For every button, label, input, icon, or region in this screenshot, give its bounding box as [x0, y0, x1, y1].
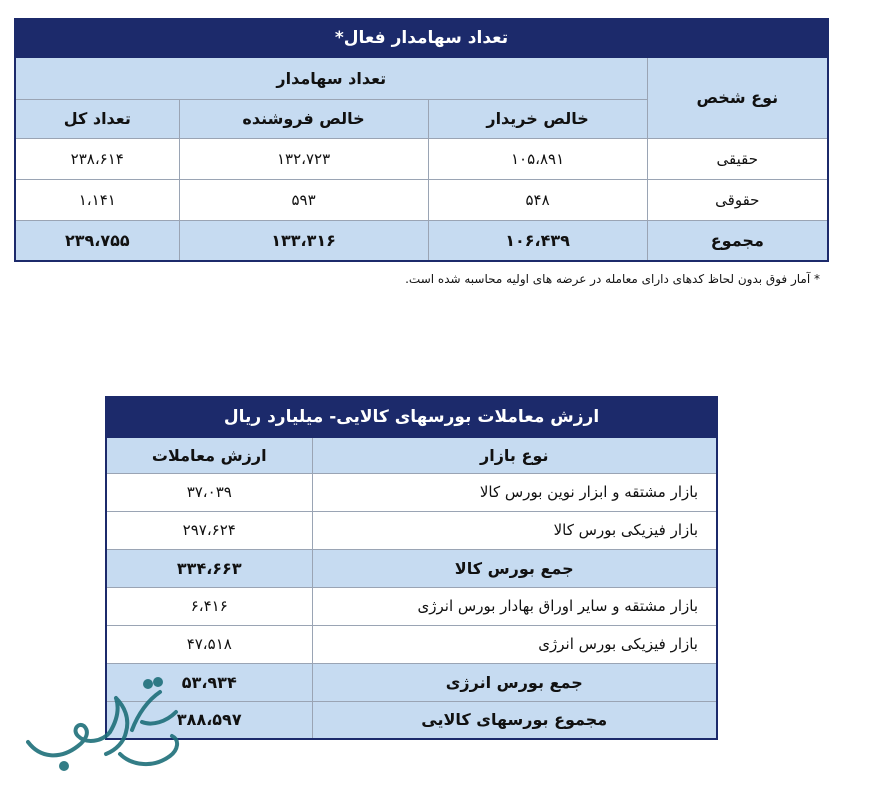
market-type-cell: بازار مشتقه و ابزار نوین بورس کالا — [312, 473, 717, 511]
table-row-subtotal — [106, 549, 717, 587]
table-row — [106, 625, 717, 663]
commodity-table-title: ارزش معاملات بورسهای کالایی- میلیارد ریال — [106, 397, 717, 437]
table-row — [106, 587, 717, 625]
market-type-cell: بازار فیزیکی بورس کالا — [312, 511, 717, 549]
net-buyer-cell: ۱۰۶،۴۳۹ — [428, 220, 647, 261]
header-net-buyer: خالص خریدار — [428, 99, 647, 138]
header-total-count: تعداد کل — [15, 99, 179, 138]
net-seller-cell: ۵۹۳ — [179, 179, 428, 220]
header-market-type: نوع بازار — [312, 437, 717, 473]
market-type-cell: مجموع بورسهای کالایی — [312, 701, 717, 739]
net-seller-cell: ۱۳۲،۷۲۳ — [179, 138, 428, 179]
market-type-cell: جمع بورس انرژی — [312, 663, 717, 701]
person-type-cell: حقیقی — [647, 138, 828, 179]
header-trade-value: ارزش معاملات — [106, 437, 312, 473]
trade-value-cell: ۵۳،۹۳۴ — [106, 663, 312, 701]
trade-value-cell: ۲۹۷،۶۲۴ — [106, 511, 312, 549]
header-person-type: نوع شخص — [647, 57, 828, 138]
table-row — [106, 473, 717, 511]
total-count-cell: ۲۳۹،۷۵۵ — [15, 220, 179, 261]
table-row — [15, 179, 828, 220]
person-type-cell: مجموع — [647, 220, 828, 261]
trade-value-cell: ۳۳۴،۶۶۳ — [106, 549, 312, 587]
table-row — [15, 138, 828, 179]
market-type-cell: بازار فیزیکی بورس انرژی — [312, 625, 717, 663]
table-row-total — [15, 220, 828, 261]
trade-value-cell: ۳۷،۰۳۹ — [106, 473, 312, 511]
header-shareholder-count: تعداد سهامدار — [15, 57, 647, 99]
watermark-logo — [20, 670, 190, 780]
total-count-cell: ۲۳۸،۶۱۴ — [15, 138, 179, 179]
net-buyer-cell: ۵۴۸ — [428, 179, 647, 220]
trade-value-cell: ۴۷،۵۱۸ — [106, 625, 312, 663]
table-row-total — [106, 701, 717, 739]
net-buyer-cell: ۱۰۵،۸۹۱ — [428, 138, 647, 179]
total-count-cell: ۱،۱۴۱ — [15, 179, 179, 220]
person-type-cell: حقوقی — [647, 179, 828, 220]
shareholders-table-title: تعداد سهامدار فعال* — [15, 19, 828, 57]
commodity-exchange-table — [105, 396, 718, 740]
market-type-cell: جمع بورس کالا — [312, 549, 717, 587]
header-net-seller: خالص فروشنده — [179, 99, 428, 138]
table-row — [106, 511, 717, 549]
active-shareholders-table — [14, 18, 829, 262]
net-seller-cell: ۱۳۳،۳۱۶ — [179, 220, 428, 261]
footnote: * آمار فوق بدون لحاظ کدهای دارای معامله در عرضه های اولیه محاسبه شده است. — [405, 272, 820, 286]
trade-value-cell: ۶،۴۱۶ — [106, 587, 312, 625]
table-row-subtotal — [106, 663, 717, 701]
trade-value-cell: ۳۸۸،۵۹۷ — [106, 701, 312, 739]
market-type-cell: بازار مشتقه و سایر اوراق بهادار بورس انرژی — [312, 587, 717, 625]
